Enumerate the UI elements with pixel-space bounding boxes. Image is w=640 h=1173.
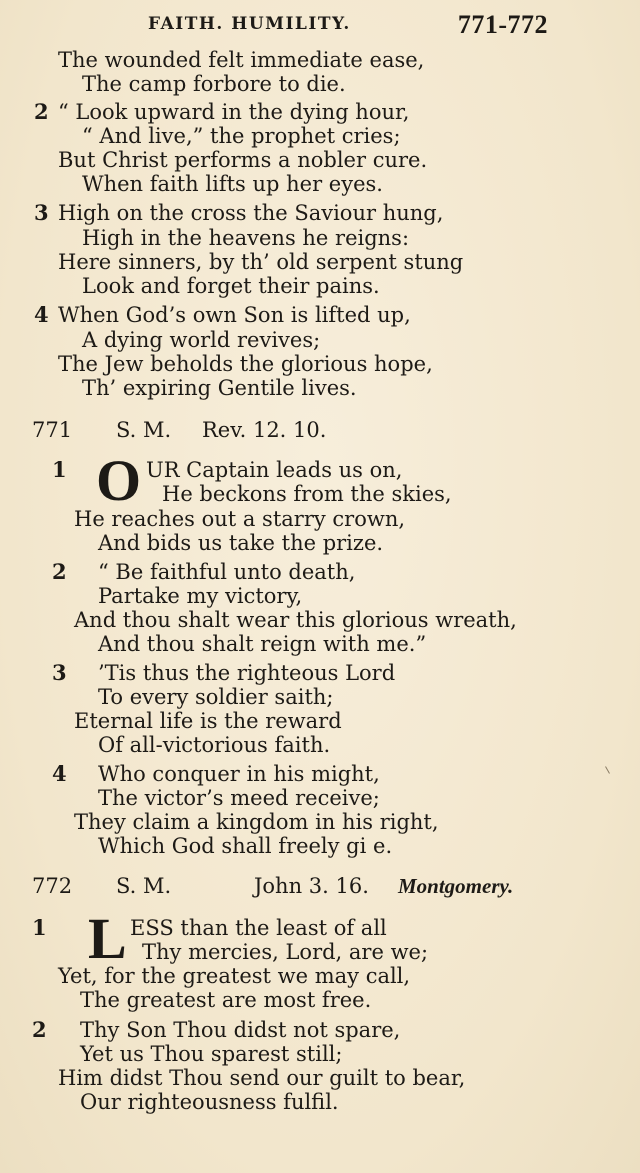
verse-line: And thou shalt wear this glorious wreath, [74,608,517,632]
verse-number: 2 [52,559,67,584]
verse-line: Who conquer in his might, [98,762,380,786]
verse-line: They claim a kingdom in his right, [74,810,439,834]
verse-line: UR Captain leads us on, [146,458,403,482]
drop-cap: L [88,906,127,971]
verse-line: Thy Son Thou didst not spare, [80,1018,401,1042]
verse-line: Him didst Thou send our guilt to bear, [58,1066,466,1090]
verse-line: Which God shall freely gi e. [98,834,393,858]
verse-line: ’Tis thus the righteous Lord [98,661,396,685]
verse-line: The Jew beholds the glorious hope, [58,352,433,376]
verse-line: A dying world revives; [82,328,321,352]
verse-line: Of all-victorious faith. [98,733,331,757]
paper-speck [605,766,610,773]
verse-number: 4 [34,302,49,327]
verse-number: 1 [32,915,47,940]
verse-line: High in the heavens he reigns: [82,226,410,250]
verse-line: When faith lifts up her eyes. [82,172,383,196]
verse-line: “ Be faithful unto death, [98,560,356,584]
running-title: FAITH. HUMILITY. [148,14,351,34]
continuation-line: The wounded felt immediate ease, [58,48,425,72]
verse-line: Yet us Thou sparest still; [80,1042,343,1066]
verse-number: 1 [52,457,67,482]
verse-line: “ Look upward in the dying hour, [58,100,410,124]
verse-line: When God’s own Son is lifted up, [58,303,411,327]
verse-line: Eternal life is the reward [74,709,342,733]
verse-line: The greatest are most free. [80,988,372,1012]
hymn-meter: S. M. [116,418,172,442]
verse-number: 4 [52,761,67,786]
verse-line: He reaches out a starry crown, [74,507,406,531]
verse-number: 2 [32,1017,47,1042]
hymn-scripture: John 3. 16. [254,874,369,898]
verse-line: He beckons from the skies, [162,482,452,506]
hymn-number: 771 [32,418,73,442]
hymn-author: Montgomery. [398,874,514,898]
verse-line: Partake my victory, [98,584,303,608]
verse-line: Look and forget their pains. [82,274,380,298]
verse-line: To every soldier saith; [98,685,334,709]
verse-line: Our righteousness fulfil. [80,1090,339,1114]
verse-line: High on the cross the Saviour hung, [58,201,444,225]
verse-line: The victor’s meed receive; [98,786,380,810]
verse-line: And bids us take the prize. [98,531,384,555]
verse-line: And thou shalt reign with me.” [98,632,427,656]
verse-line: But Christ performs a nobler cure. [58,148,428,172]
verse-line: ESS than the least of all [130,916,387,940]
continuation-line: The camp forbore to die. [82,72,346,96]
page-numbers: 771-772 [457,10,548,39]
verse-number: 3 [52,660,67,685]
verse-line: Thy mercies, Lord, are we; [142,940,429,964]
verse-number: 3 [34,200,49,225]
drop-cap: O [96,448,142,513]
verse-line: “ And live,” the prophet cries; [82,124,401,148]
hymn-number: 772 [32,874,73,898]
verse-number: 2 [34,99,49,124]
hymn-meter: S. M. [116,874,172,898]
verse-line: Here sinners, by th’ old serpent stung [58,250,464,274]
hymn-scripture: Rev. 12. 10. [202,418,327,442]
verse-line: Th’ expiring Gentile lives. [82,376,357,400]
verse-line: Yet, for the greatest we may call, [58,964,411,988]
